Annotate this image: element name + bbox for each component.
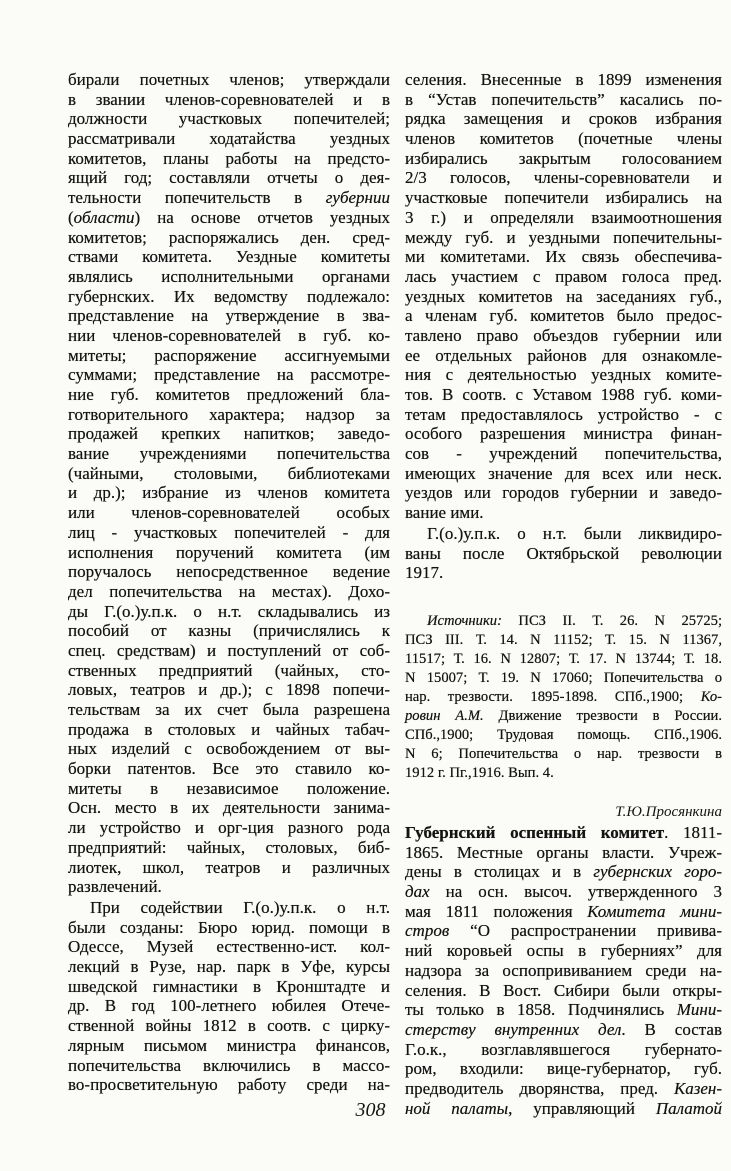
text-line bbox=[405, 346, 722, 366]
line-text: во-просветительную работу среди на- bbox=[68, 1075, 390, 1095]
italic-text: дах bbox=[405, 882, 430, 902]
line-text: на осн. высоч. утвержденного 3 bbox=[429, 882, 722, 902]
line-text: уездов или городов губернии и заведо- bbox=[405, 483, 722, 503]
line-text: или членов-соревнователей особых bbox=[68, 503, 390, 523]
line-text: развлечений. bbox=[68, 877, 162, 897]
line-text: СПб.,1900; Трудовая помощь. СПб.,1906. bbox=[405, 727, 722, 743]
text-line bbox=[68, 818, 390, 838]
text-line bbox=[68, 918, 390, 938]
text-line bbox=[405, 563, 722, 583]
text-line bbox=[68, 287, 390, 307]
text-line bbox=[405, 650, 722, 669]
text-line bbox=[68, 267, 390, 287]
text-line bbox=[405, 129, 722, 149]
text-line bbox=[68, 247, 390, 267]
line-text: вание ими. bbox=[405, 503, 484, 523]
paragraph bbox=[68, 70, 390, 897]
line-text: ее отдельных районов для ознакомле- bbox=[405, 345, 722, 365]
text-line bbox=[68, 602, 390, 622]
line-text: предводитель дворянства, пред. bbox=[405, 1078, 674, 1098]
line-text: нии членов-соревнователей в губ. ко- bbox=[68, 325, 390, 345]
line-text: ПСЗ III. Т. 14. N 11152; Т. 15. N 11367, bbox=[405, 632, 722, 648]
line-text: представление на утверждение в зва- bbox=[68, 306, 390, 326]
text-line bbox=[68, 977, 390, 997]
text-line bbox=[68, 1016, 390, 1036]
line-text: и др.); избрание из членов комитета bbox=[68, 483, 390, 503]
italic-text: Комитета мини- bbox=[587, 901, 723, 921]
line-text: ных изделий с освобождением от вы- bbox=[68, 739, 390, 759]
text-line bbox=[405, 444, 722, 464]
line-text: надзора за оспопрививанием среди на- bbox=[405, 960, 722, 980]
line-text: рассматривали ходатайства уездных bbox=[68, 129, 390, 149]
sources-paragraph bbox=[405, 612, 722, 783]
line-text: лиотек, школ, театров и различных bbox=[68, 857, 390, 877]
text-line bbox=[405, 1000, 722, 1020]
text-line bbox=[405, 365, 722, 385]
text-line bbox=[405, 424, 722, 444]
text-line bbox=[405, 464, 722, 484]
line-text: Г.(о.)у.п.к. о н.т. были ликвидиро- bbox=[427, 524, 722, 543]
text-line bbox=[68, 621, 390, 641]
italic-text: Ко- bbox=[700, 689, 722, 705]
text-line bbox=[405, 168, 722, 188]
line-text: селения. Внесенные в 1899 изменения bbox=[405, 70, 722, 89]
text-line bbox=[405, 385, 722, 405]
italic-text: ровин А.М. bbox=[405, 708, 484, 724]
line-text: готворительного характера; надзор за bbox=[68, 404, 390, 424]
text-line bbox=[68, 70, 390, 90]
text-line bbox=[68, 188, 390, 208]
text-line bbox=[68, 582, 390, 602]
line-text: Осн. место в их деятельности занима- bbox=[68, 798, 390, 818]
text-line bbox=[68, 464, 390, 484]
text-line bbox=[405, 405, 722, 425]
line-text: тов. В соотв. с Уставом 1988 губ. коми- bbox=[405, 385, 722, 404]
line-text: были созданы: Бюро юрид. помощи в bbox=[68, 917, 390, 937]
text-line bbox=[405, 483, 722, 503]
article-paragraph bbox=[405, 823, 722, 1118]
italic-text: стров bbox=[405, 921, 450, 941]
italic-text: Палатой bbox=[655, 1098, 722, 1118]
line-text: исполнения поручений комитета (им bbox=[68, 542, 390, 562]
text-line bbox=[405, 1059, 722, 1079]
line-text: ПСЗ II. Т. 26. N 25725; bbox=[501, 613, 722, 629]
text-line bbox=[405, 544, 722, 564]
line-text: нар. трезвости. 1895-1898. СПб.,1900; bbox=[405, 689, 701, 705]
line-text: лиц - участковых попечителей - для bbox=[68, 522, 390, 542]
text-line bbox=[68, 1036, 390, 1056]
text-line bbox=[405, 70, 722, 90]
text-line bbox=[405, 188, 722, 208]
line-text: тетам предоставлялось устройство - с bbox=[405, 404, 722, 424]
paragraph bbox=[405, 70, 722, 523]
text-line bbox=[68, 228, 390, 248]
text-line bbox=[68, 680, 390, 700]
line-text: ми комитетами. Их связь обеспечива- bbox=[405, 247, 722, 267]
line-text: особого разрешения министра финан- bbox=[405, 424, 722, 444]
line-text: продажа в столовых и чайных табач- bbox=[68, 719, 390, 739]
text-line bbox=[405, 707, 722, 726]
line-text: тельности попечительств в bbox=[68, 188, 326, 208]
text-line bbox=[68, 109, 390, 129]
text-line bbox=[405, 1079, 722, 1099]
line-text: тавлено право объездов губернии или bbox=[405, 325, 722, 345]
line-text: борки патентов. Все это ставило ко- bbox=[68, 759, 390, 779]
line-text: (чайными, столовыми, библиотеками bbox=[68, 463, 390, 483]
italic-text: губернии bbox=[325, 188, 390, 208]
line-text: продажей крепких напитков; заведо- bbox=[68, 424, 390, 444]
line-text: губернских. Их ведомству подлежало: bbox=[68, 286, 390, 306]
line-text: суммами; представление на рассмотре- bbox=[68, 365, 390, 385]
text-line bbox=[68, 306, 390, 326]
text-line bbox=[405, 823, 722, 843]
italic-text: стерству внутренних дел bbox=[405, 1019, 622, 1039]
text-line bbox=[405, 149, 722, 169]
text-line bbox=[405, 247, 722, 267]
line-text: спец. средствам) и поступлений от соб- bbox=[68, 640, 390, 660]
text-line bbox=[68, 877, 390, 897]
line-text: являлись исполнительными органами bbox=[68, 266, 390, 286]
text-line bbox=[405, 764, 722, 783]
line-text: ваны после Октябрьской революции bbox=[405, 543, 722, 563]
line-text: комитетов; распоряжались ден. сред- bbox=[68, 227, 390, 247]
text-line bbox=[405, 921, 722, 941]
line-text: лярным письмом министра финансов, bbox=[68, 1035, 390, 1055]
line-text: 1917. bbox=[405, 563, 444, 583]
text-line bbox=[405, 688, 722, 707]
text-line bbox=[68, 326, 390, 346]
paragraph bbox=[405, 524, 722, 583]
line-text: лекций в Рузе, нар. парк в Уфе, курсы bbox=[68, 957, 390, 977]
line-text: ли устройство и орг-ция разного рода bbox=[68, 818, 390, 838]
line-text: в звании членов-соревнователей и в bbox=[68, 89, 390, 109]
line-text: пособий от казны (причислялись к bbox=[68, 621, 390, 641]
text-line bbox=[405, 745, 722, 764]
line-text: ( bbox=[68, 207, 74, 227]
line-text: ты только в 1858. Подчинялись bbox=[405, 1000, 677, 1020]
text-line bbox=[68, 424, 390, 444]
line-text: Г.о.к., возглавлявшегося губернато- bbox=[405, 1039, 722, 1059]
text-line bbox=[405, 326, 722, 346]
text-line bbox=[68, 208, 390, 228]
line-text: избирались закрытым голосованием bbox=[405, 148, 722, 168]
italic-text: Мини- bbox=[676, 1000, 722, 1020]
line-text: 2/3 голосов, члены-соревнователи и bbox=[405, 168, 722, 188]
line-text: Движение трезвости в России. bbox=[483, 708, 723, 724]
line-text: N 15007; Т. 19. N 17060; Попечительства о bbox=[405, 670, 722, 686]
text-line bbox=[68, 346, 390, 366]
text-line bbox=[68, 957, 390, 977]
text-line bbox=[405, 941, 722, 961]
line-text: При содействии Г.(о.)у.п.к. о н.т. bbox=[90, 898, 390, 917]
text-line bbox=[68, 661, 390, 681]
line-text: “О распространении привива- bbox=[449, 921, 722, 941]
text-line bbox=[405, 109, 722, 129]
line-text: шведской гимнастики в Кронштадте и bbox=[68, 976, 390, 996]
line-text: должности участковых попечителей; bbox=[68, 109, 390, 129]
right-column bbox=[405, 0, 722, 1171]
text-line bbox=[68, 129, 390, 149]
line-text: ром, входили: вице-губернатор, губ. bbox=[405, 1059, 722, 1079]
text-line bbox=[68, 523, 390, 543]
text-line bbox=[405, 1020, 722, 1040]
line-text: , управляющий bbox=[508, 1098, 656, 1118]
text-line bbox=[68, 1056, 390, 1076]
line-text: членов комитетов (почетные члены bbox=[405, 129, 722, 149]
line-text: N 6; Попечительства о нар. трезвости в bbox=[405, 746, 722, 762]
line-text: предприятий: чайных, столовых, биб- bbox=[68, 837, 390, 857]
text-line bbox=[405, 862, 722, 882]
text-line bbox=[68, 562, 390, 582]
line-text: вание учреждениями попечительства bbox=[68, 444, 390, 464]
line-text: а членам губ. комитетов было предос- bbox=[405, 306, 722, 326]
left-column bbox=[68, 0, 390, 1171]
text-line bbox=[68, 798, 390, 818]
text-line bbox=[68, 838, 390, 858]
text-line bbox=[405, 902, 722, 922]
line-text: ния с деятельностью уездных комите- bbox=[405, 365, 722, 385]
text-line bbox=[405, 306, 722, 326]
line-text: в “Устав попечительств” касались по- bbox=[405, 89, 722, 109]
text-line bbox=[405, 612, 722, 631]
line-text: . 1811- bbox=[664, 823, 723, 842]
author-signature: Т.Ю.Просянкина bbox=[615, 804, 722, 820]
text-line bbox=[405, 961, 722, 981]
line-text: ние губ. комитетов предложений бла- bbox=[68, 385, 390, 404]
text-line bbox=[405, 90, 722, 110]
text-line bbox=[405, 228, 722, 248]
text-line bbox=[68, 700, 390, 720]
text-line bbox=[405, 1040, 722, 1060]
text-line bbox=[68, 858, 390, 878]
line-text: 1865. Местные органы власти. Учреж- bbox=[405, 842, 722, 862]
line-text: сов - учреждений попечительства, bbox=[405, 444, 722, 464]
italic-text: области bbox=[73, 207, 135, 227]
line-text: рядка замещения и сроков избрания bbox=[405, 109, 722, 129]
line-text: между губ. и уездными попечительны- bbox=[405, 227, 722, 247]
text-line bbox=[68, 365, 390, 385]
line-text: ) на основе отчетов уездных bbox=[134, 207, 390, 227]
line-text: митеты; распоряжение ассигнуемыми bbox=[68, 345, 390, 365]
text-line bbox=[405, 524, 722, 544]
text-line bbox=[68, 405, 390, 425]
text-line bbox=[405, 882, 722, 902]
line-text: уездных комитетов на заседаниях губ., bbox=[405, 286, 722, 306]
text-line bbox=[405, 287, 722, 307]
line-text: ловых, театров и др.); с 1898 попечи- bbox=[68, 680, 390, 700]
line-text: лась участием с правом голоса пред. bbox=[405, 266, 722, 286]
line-text: Одессе, Музей естественно-ист. кол- bbox=[68, 937, 390, 957]
text-line bbox=[405, 843, 722, 863]
text-line bbox=[68, 739, 390, 759]
line-text: ящий год; составляли отчеты о дея- bbox=[68, 168, 390, 188]
text-line bbox=[68, 168, 390, 188]
line-text: дены в столицах и в bbox=[405, 862, 594, 882]
italic-text: Источники: bbox=[427, 613, 502, 629]
text-line bbox=[68, 483, 390, 503]
text-line bbox=[68, 898, 390, 918]
line-text: др. В год 100-летнего юбилея Отече- bbox=[68, 996, 390, 1016]
italic-text: губернских горо- bbox=[593, 862, 722, 882]
text-line bbox=[68, 385, 390, 405]
text-line bbox=[405, 726, 722, 745]
text-line bbox=[68, 503, 390, 523]
line-text: комитетов, планы работы на предсто- bbox=[68, 148, 390, 168]
line-text: бирали почетных членов; утверждали bbox=[68, 70, 390, 89]
line-text: 1912 г. Пг.,1916. Вып. 4. bbox=[405, 765, 554, 781]
line-text: дел попечительства на местах). Дохо- bbox=[68, 581, 390, 601]
text-line bbox=[68, 543, 390, 563]
line-text: тельствам за их счет была разрешена bbox=[68, 700, 390, 719]
text-line bbox=[68, 996, 390, 1016]
text-line bbox=[405, 267, 722, 287]
line-text: попечительства включились в массо- bbox=[68, 1055, 390, 1075]
text-line bbox=[68, 90, 390, 110]
text-line bbox=[68, 149, 390, 169]
line-text: митеты в независимое положение. bbox=[68, 778, 390, 798]
line-text: ственных предприятий (чайных, сто- bbox=[68, 660, 390, 680]
text-line bbox=[405, 631, 722, 650]
text-line bbox=[68, 641, 390, 661]
line-text: ний коровьей оспы в губерниях” для bbox=[405, 941, 722, 961]
bold-term: Губернский оспенный комитет bbox=[405, 823, 665, 842]
text-line bbox=[405, 208, 722, 228]
page-number: 308 bbox=[355, 1099, 386, 1121]
line-text: мая 1811 положения bbox=[405, 901, 588, 921]
italic-text: Казен- bbox=[673, 1078, 722, 1098]
line-text: селения. В Вост. Сибири были откры- bbox=[405, 980, 722, 1000]
text-line bbox=[405, 981, 722, 1001]
line-text: имеющих значение для всех или неск. bbox=[405, 463, 722, 483]
line-text: ствами комитета. Уездные комитеты bbox=[68, 247, 390, 267]
text-line bbox=[68, 720, 390, 740]
line-text: ственной войны 1812 в соотв. с цирку- bbox=[68, 1016, 390, 1036]
text-line bbox=[68, 444, 390, 464]
text-line bbox=[68, 759, 390, 779]
text-line bbox=[405, 503, 722, 523]
paragraph bbox=[68, 898, 390, 1095]
text-line bbox=[68, 779, 390, 799]
italic-text: ной палаты bbox=[405, 1098, 509, 1118]
line-text: 11517; Т. 16. N 12807; Т. 17. N 13744; Т. 18. bbox=[405, 651, 722, 667]
line-text: участковые попечители избирались на bbox=[405, 188, 722, 208]
line-text: ды Г.(о.)у.п.к. о н.т. складывались из bbox=[68, 601, 390, 621]
line-text: . В состав bbox=[621, 1019, 722, 1039]
line-text: 3 г.) и определяли взаимоотношения bbox=[405, 207, 722, 227]
line-text: поручалось непосредственное ведение bbox=[68, 562, 390, 582]
text-line bbox=[68, 937, 390, 957]
text-line bbox=[405, 669, 722, 688]
text-line bbox=[68, 1075, 390, 1095]
